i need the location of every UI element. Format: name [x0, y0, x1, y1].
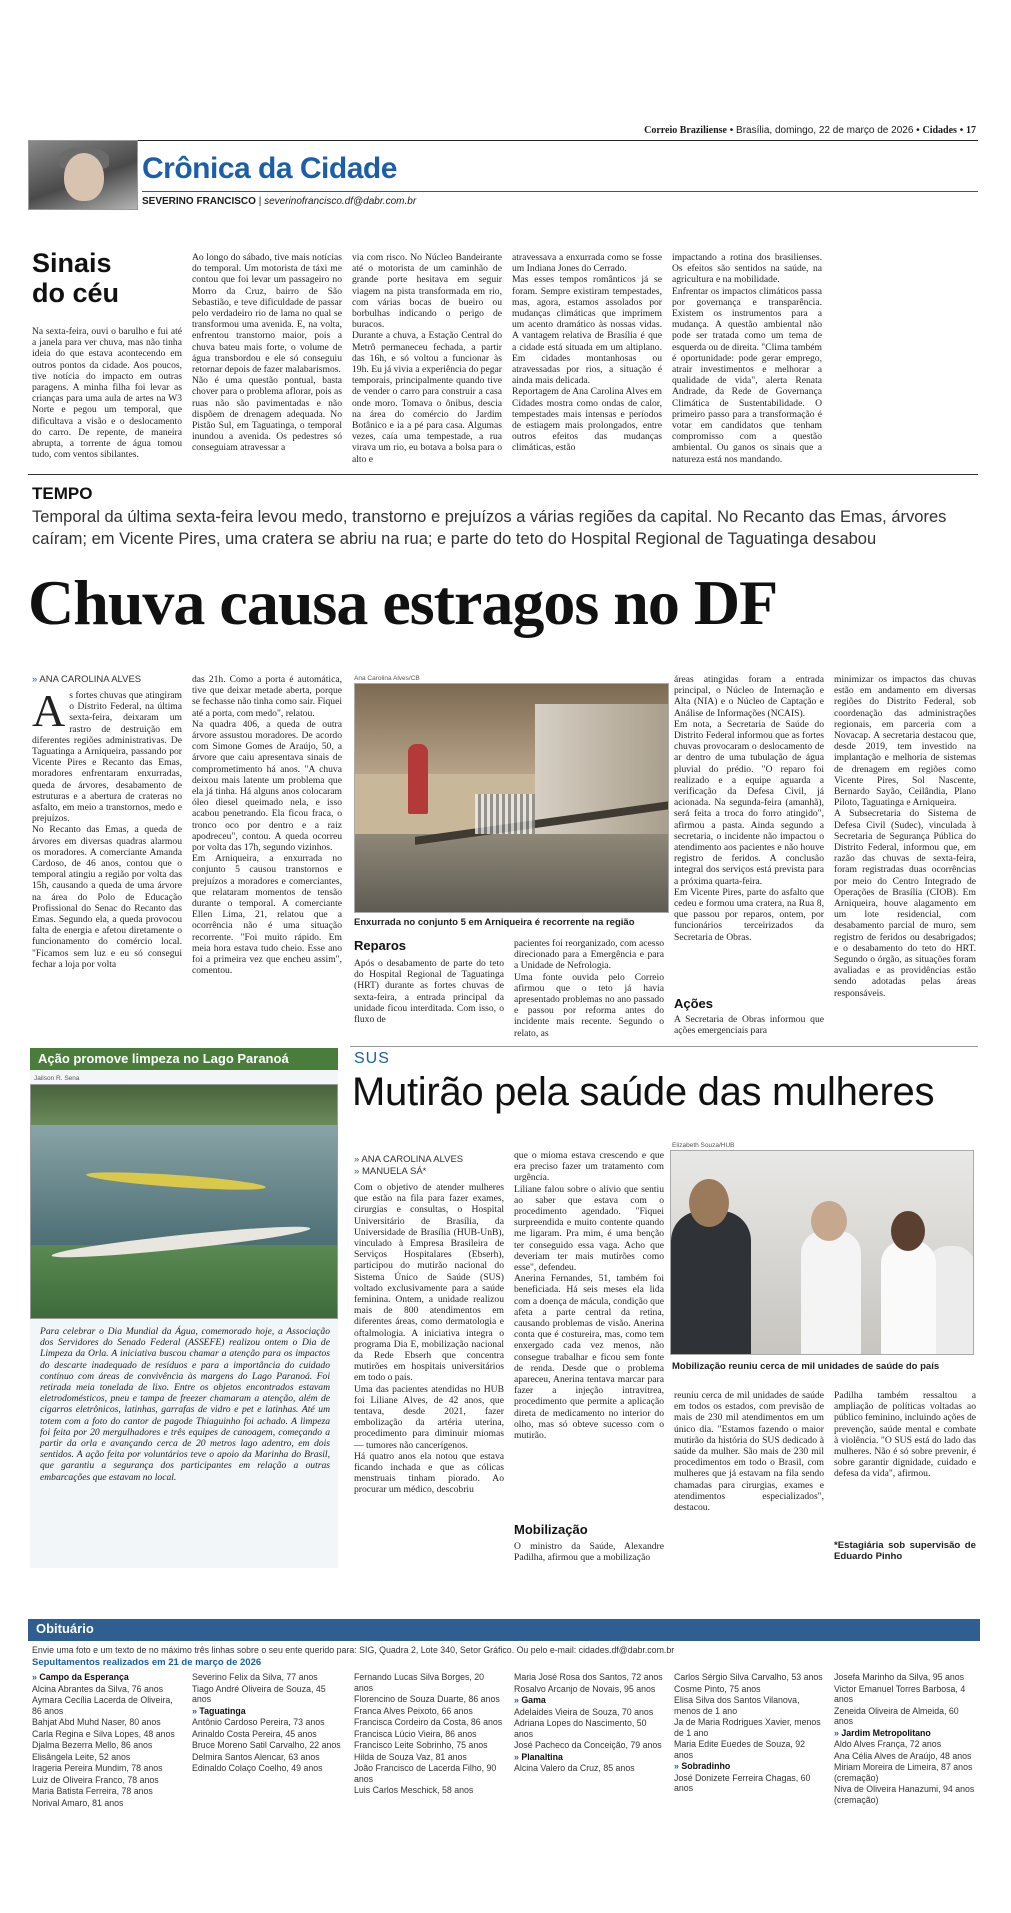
obituary-entry: Rosalvo Arcanjo de Novais, 95 anos [514, 1683, 656, 1694]
story-text-5: áreas atingidas foram a entrada principal, o Núcleo de Internação e Alta (NIA) e o Núcleo de Captação e Análise de Informações (NCAIS). Em nota, a Secretaria de Saúde do Distrito Federal informou que as fortes chuvas provocaram o deslocamento de ar dentro de uma tubulação de água pluvial do prédio. "O reparo foi realizado e a equipe aguarda a verificação da Defesa Civil, já acionada. Na segunda-feira (amanhã), será feita a troca do forro atingido", afirmou a pasta. Ainda segundo a secretaria, o incidente não impactou o atendimento aos pacientes e não houve registro de feridos. A conclusão integral dos serviços está prevista para a próxima quarta-feira. Em Vicente Pires, parte do asfalto que cedeu e formou uma cratera, na Rua 8, que passou por reparos, ontem, por funcionários terceirizados da Secretaria de Obras. [674, 674, 824, 943]
sus-photo-caption: Mobilização reuniu cerca de mil unidades de saúde do país [672, 1361, 940, 1372]
column-text-5: impactando a rotina dos brasilienses. Os efeitos são sentidos na saúde, na agricultura e na mobilidade. Enfrentar os impactos climáticos passa por governança e transparência. Existem os instrumentos para a mudança. A questão ambiental não pode ser tratada como um tema de esquerda ou de direita. "Clima também é oportunidade: pode gerar emprego, atrair investimentos e melhorar a qualidade de vida", alerta Renata Andrade, da Rede de Governança Climática de Sustentabilidade. O primeiro passo para a transformação é votar em candidatos que tenham compromisso com a questão ambiental. Ou ganos os sinais que a natureza está nos mandando. [672, 252, 822, 465]
column-text-3: via com risco. No Núcleo Bandeirante até o motorista de um caminhão de grande porte hesitava em seguir viagem na pista transformada em rio, com várias bocas de bueiro ou borbulhas indicando o perigo de buracos. Durante a chuva, a Estação Central do Metrô permaneceu fechada, a partir das 16h, e só voltou a funcionar às 19h. Eu já vivia a experiência do pegar temporais, principalmente quando tive de vender o carro para construir a casa onde moro. Tomava o ônibus, descia na área do comércio do Jardim Botânico e ia a pé para casa. Algumas vezes, caía uma tempestade, a rua virava um rio, eu botava a bolsa para o alto e [352, 252, 502, 465]
lake-text: Para celebrar o Dia Mundial da Água, comemorado hoje, a Associação dos Servidores do Senado Federal (ASSEFE) realizou ontem o Dia de Limpeza da Orla. A iniciativa buscou chamar a atenção para os impactos do descarte inadequado de resíduos e para a importância do cuidado contínuo com áreas de convivência às margens do Lago Paranoá. Foi retirada meia tonelada de lixo. Entre os objetos encontrados estavam eletrodomésticos, pneu e tampa de freezer chamaram a atenção, além de cigarros eletrônicos, latinhas, garrafas de vidro e pet e latinhas. Até um totem com a foto do cantor de pagode Thiaguinho foi achado. A limpeza foi feita por 20 mergulhadores e três equipes de canoagem, começando a partir da orla e avançando cerca de 20 metros lago adentro, em dois sentidos. A ação feita por voluntários teve o apoio da Marinha do Brasil, que garantiu a segurança dos participantes em relação a outras embarcações que estavam no local. [40, 1326, 330, 1483]
sus-text-1: Com o objetivo de atender mulheres que estão na fila para fazer exames, cirurgias e consultas, o Hospital Universitário de Brasília, da Universidade de Brasília (HUB-UnB), vinculado à Empresa Brasileira de Serviços Hospitalares (Ebserh), participou do mutirão nacional do Sistema Único de Saúde (SUS) voltado exclusivamente para a saúde feminina. Ontem, a unidade realizou mais de 800 atendimentos em diferentes áreas, como dermatologia e oftalmologia. A iniciativa integra o programa Dia E, mobilização nacional da Rede Ebserh que concentra mutirões em hospitais universitários em todo o país. Uma das pacientes atendidas no HUB foi Liliane Alves, de 42 anos, que tentava, desde 2021, fazer embolização da artéria uterina, procedimento para diminuir miomas — tumores não cancerígenos. Há quatro anos ela notou que estava ficando inchada e que as cólicas menstruais tinham piorado. Ao procurar um médico, descobriu [354, 1182, 504, 1496]
running-head: Correio Braziliense • Brasília, domingo, 22 de março de 2026 • Cidades • 17 [644, 125, 976, 136]
obituary-entry: Fernando Lucas Silva Borges, 20 anos [354, 1672, 485, 1693]
section-tag-sus: SUS [354, 1050, 390, 1067]
sus-rule [350, 1046, 978, 1047]
byline: » ANA CAROLINA ALVES [32, 674, 141, 685]
obituary-entry: Carlos Sérgio Silva Carvalho, 53 anos [674, 1672, 823, 1682]
obituary-entry: Elisângela Leite, 52 anos [32, 1751, 131, 1762]
obituary-column-6 [834, 1672, 976, 1806]
column-author: SEVERINO FRANCISCO | severinofrancisco.df@dabr.com.br [142, 196, 417, 207]
story-text-3: Após o desabamento de parte do teto do Hospital Regional de Taguatinga (HRT) durante as fortes chuvas de sexta-feira, a entrada principal da unidade ficou interditada. Com isso, o fluxo de [354, 958, 504, 1026]
byline-1: » ANA CAROLINA ALVES [354, 1154, 463, 1165]
obituary-region: » Jardim Metropolitano [834, 1728, 976, 1739]
story-text-6: minimizar os impactos das chuvas estão em andamento em diversas regiões do Distrito Federal, sob coordenação das administrações regionais, em parceria com a Novacap. A secretaria destacou que, desde 2019, tem investido na implantação e melhoria de sistemas de drenagem em regiões como Vicente Pires, Sol Nascente, Bernardo Sayão, Ceilândia, Plano Piloto, Taguatinga e Arniqueira. A Subsecretaria do Sistema de Defesa Civil (Sudec), vinculada à Secretaria de Segurança Pública do Distrito Federal, informou que, em razão das chuvas de sexta-feira, foram registradas duas ocorrências por meio do Centro Integrado de Operações de Brasília (CIOB). Em Arniqueira, houve alagamento em um lote residencial, com desabamento parcial de muro, sem registro de feridos ou desabrigados; e o desabamento do teto do HRT. Segundo o órgão, as situações foram avaliadas e as providências estão sendo adotadas pelas áreas responsáveis. [834, 674, 976, 999]
obituary-entry: Bahjat Abd Muhd Naser, 80 anos [32, 1717, 161, 1727]
sus-text-4: Padilha também ressaltou a ampliação de políticas voltadas ao público feminino, incluindo ações de prevenção, saúde mental e combate à violência. "O SUS está do lado das mulheres. Não é só sobre prevenir, é sobre garantir dignidade, cuidado e defesa da vida", afirmou. [834, 1390, 977, 1480]
sus-note: *Estagiária sob supervisão de Eduardo Pinho [834, 1540, 976, 1563]
obituary-entry: Severino Felix da Silva, 77 anos [192, 1672, 318, 1682]
obituary-column-1 [32, 1672, 182, 1809]
obituary-entry: José Pacheco da Conceição, 79 anos [514, 1740, 662, 1750]
obituary-entry: Alcina Valero da Cruz, 85 anos [514, 1763, 635, 1773]
obituary-title: Obituário [36, 1621, 94, 1636]
obituary-entry: Zeneida Oliveira de Almeida, 60 anos [834, 1705, 959, 1726]
obituary-entry: Djalma Bezerra Mello, 86 anos [32, 1740, 153, 1750]
lake-photo-credit: Jailson R. Sena [34, 1075, 80, 1082]
column-title: Crônica da Cidade [142, 152, 397, 185]
sus-headline: Mutirão pela saúde das mulheres [352, 1070, 935, 1114]
obituary-entry: Francisca Lúcio Vieira, 86 anos [354, 1728, 477, 1739]
main-headline: Chuva causa estragos no DF [28, 567, 778, 638]
author-email[interactable]: severinofrancisco.df@dabr.com.br [264, 196, 417, 207]
flood-photo [354, 683, 669, 913]
obituary-entry: Norival Amaro, 81 anos [32, 1797, 124, 1808]
obituary-entry: Florencino de Souza Duarte, 86 anos [354, 1694, 500, 1704]
obituary-entry: Arinaldo Costa Pereira, 45 anos [192, 1728, 317, 1739]
obituary-entry: Francisca Cordeiro da Costa, 86 anos [354, 1717, 503, 1727]
columnist-photo [28, 140, 138, 210]
obituary-entry: Luiz de Oliveira Franco, 78 anos [32, 1774, 159, 1785]
obituary-entry: Adriana Lopes do Nascimento, 50 anos [514, 1718, 647, 1739]
subhead-mobilizacao: Mobilização [514, 1522, 588, 1537]
photo-credit: Ana Carolina Alves/CB [354, 675, 420, 682]
obituary-entry: Josefa Marinho da Silva, 95 anos [834, 1672, 965, 1682]
obituary-column-5 [674, 1672, 824, 1795]
obituary-entry: Franca Alves Peixoto, 66 anos [354, 1705, 473, 1716]
obituary-entry: Maria José Rosa dos Santos, 72 anos [514, 1672, 663, 1682]
obituary-column-4 [514, 1672, 664, 1775]
obituary-subtitle: Sepultamentos realizados em 21 de março de 2026 [32, 1657, 262, 1668]
story-text-2: das 21h. Como a porta é automática, tive que deixar metade aberta, porque se fechasse não tinha como sair. Fiquei até a porta, com medo", relatou. Na quadra 406, a queda de outra árvore assustou moradores. De acordo com Simone Gomes de Araújo, 50, a árvore que caiu apresentava sinais de comprometimento há anos. "A chuva deixou mais latente um problema que ela já tinha. Há alguns anos colocaram óleo diesel queimado nela, e isso acabou penetrando. Ela ficou fraca, o tronco oco por dentro e a raiz apodreceu", contou. A queda ocorreu por volta das 17h, segundo vizinhos. Em Arniqueira, a enxurrada no conjunto 5 causou transtornos e prejuízos a moradores e comerciantes, que relataram momentos de tensão durante o temporal. A comerciante Ellen Lima, 21, relatou que a ocorrência não é uma situação recorrente. "Foi muito rápido. Em meia hora estava tudo cheio. Esse ano foi a primeira vez que encheu assim", comentou. [192, 674, 342, 977]
lake-photo [30, 1084, 338, 1319]
obituary-entry: Irageria Pereira Mundim, 78 anos [32, 1763, 163, 1773]
obituary-entry: João Francisco de Lacerda Filho, 90 anos [354, 1763, 497, 1784]
column-rule [142, 191, 978, 192]
sus-text-2b: O ministro da Saúde, Alexandre Padilha, afirmou que a mobilização [514, 1541, 664, 1564]
obituary-entry: Alcina Abrantes da Silva, 76 anos [32, 1683, 164, 1694]
obituary-entry: Luis Carlos Meschick, 58 anos [354, 1785, 474, 1795]
section-tag: TEMPO [32, 484, 93, 503]
obituary-entry: Bruce Moreno Satil Carvalho, 22 anos [192, 1740, 341, 1750]
top-rule [28, 140, 978, 141]
byline-2: » MANUELA SÁ* [354, 1166, 426, 1177]
obituary-entry: Carla Regina e Silva Lopes, 48 anos [32, 1728, 175, 1739]
obituary-entry: Elisa Silva dos Santos Vilanova, menos de 1 ano [674, 1695, 800, 1716]
obituary-entry: José Donizete Ferreira Chagas, 60 anos [674, 1772, 811, 1793]
lake-header: Ação promove limpeza no Lago Paranoá [30, 1048, 338, 1070]
subhead-reparos: Reparos [354, 938, 407, 953]
obituary-column-3 [354, 1672, 504, 1797]
obituary-entry: Tiago André Oliveira de Souza, 45 anos [192, 1683, 326, 1704]
obituary-entry: Aymara Cecília Lacerda de Oliveira, 86 anos [32, 1695, 173, 1716]
section-rule [28, 474, 978, 475]
column-text-1: Na sexta-feira, ouvi o barulho e fui até a janela para ver chuva, mas não tinha ideia do que estava acontecendo em outros pontos da cidade. Aos poucos, tive notícia do impacto em outras paragens. A minha filha foi levar as crianças para uma aula de artes na W3 Norte e pegou um temporal, que dificultava a visão e o deslocamento do carro. De repente, de maneira abrupta, a torrente de água tomou tudo, com ventos sibilantes. [32, 326, 182, 461]
obituary-entry: Edinaldo Colaço Coelho, 49 anos [192, 1763, 323, 1773]
obituary-entry: Maria Batista Ferreira, 78 anos [32, 1786, 153, 1796]
obituary-entry: Antônio Cardoso Pereira, 73 anos [192, 1717, 325, 1727]
obituary-region: » Sobradinho [674, 1761, 824, 1772]
obituary-entry: Miriam Moreira de Limeira, 87 anos (cremação) [834, 1762, 973, 1783]
sus-text-2: que o mioma estava crescendo e que era preciso fazer um tratamento com urgência. Liliane falou sobre o alívio que sentiu ao saber que estava com o procedimento agendado. "Fiquei surpreendida e muito contente quando me ligaram. Pra mim, é uma benção ter conseguido essa vaga. Acho que deveriam ter mais mutirões como esse", defendeu. Anerina Fernandes, 51, também foi beneficiada. Há seis meses ela lida com a doença de mácula, condição que afeta a parte central da retina, causando problemas de visão. Anerina conta que é costureira, mas, como tem enxergado cada vez menos, não consegue trabalhar e ficou sem fonte de renda. Desde que o problema apareceu, Anerina tentava marcar para fazer a injeção intravítrea, procedimento que permite a aplicação direta de medicamento no interior do olho, mas só obteve sucesso com o mutirão. [514, 1150, 664, 1442]
obituary-intro: Envie uma foto e um texto de no máximo três linhas sobre o seu ente querido para: SIG, Quadra 2, Lote 340, Setor Gráfico. Ou pelo e-mail: cidades.df@dabr.com.br [32, 1645, 675, 1655]
obituary-entry: Ja de Maria Rodrigues Xavier, menos de 1 ano [674, 1717, 821, 1738]
obituary-entry: Adelaides Vieira de Souza, 70 anos [514, 1706, 654, 1717]
story-text-5b: A Secretaria de Obras informou que ações emergenciais para [674, 1014, 824, 1037]
story-text-4: pacientes foi reorganizado, com acesso direcionado para a Emergência e para a Unidade de Nefrologia. Uma fonte ouvida pelo Correio afirmou que o teto já havia apresentado problemas no ano passado e passou por reforma antes do incidente mais recente. Segundo o relato, as [514, 938, 664, 1039]
subhead-acoes: Ações [674, 996, 714, 1011]
obituary-entry: Francisco Leite Sobrinho, 75 anos [354, 1740, 488, 1750]
obituary-entry: Ana Célia Alves de Araújo, 48 anos [834, 1750, 972, 1761]
obituary-entry: Delmira Santos Alencar, 63 anos [192, 1751, 320, 1762]
story-text-1: As fortes chuvas que atingiram o Distrito Federal, na última sexta-feira, deixaram um rastro de destruição em diferentes regiões administrativas. De Taguatinga a Arniqueira, passando por Vicente Pires e Recanto das Emas, moradores enfrentaram enxurradas, queda de árvores, desabamento de estruturas e a abertura de crateras no asfalto, em meio a transtornos, medo e prejuízos. No Recanto das Emas, a queda de árvores em diversas quadras alarmou os moradores. A comerciante Amanda Cardoso, de 46 anos, contou que o temporal atingiu a região por volta das 15h, causando a queda de uma árvore na área do Polo de Educação Profissional do Senac do Recanto das Emas. Segundo ela, a queda provocou falta de energia e afetou diretamente o funcionamento do comércio local. "Ficamos sem luz e eu só consegui fechar a loja por volta [32, 685, 182, 970]
obituary-entry: Cosme Pinto, 75 anos [674, 1683, 761, 1694]
obituary-region: » Taguatinga [192, 1706, 342, 1717]
sus-photo [670, 1150, 974, 1355]
obituary-column-2 [192, 1672, 342, 1775]
obituary-entry: Hilda de Souza Vaz, 81 anos [354, 1751, 467, 1762]
column-headline: Sinais do céu [32, 248, 120, 308]
obituary-entry: Victor Emanuel Torres Barbosa, 4 anos [834, 1683, 966, 1704]
obituary-bar [28, 1619, 980, 1641]
obituary-entry: Maria Edite Euedes de Souza, 92 anos [674, 1739, 806, 1760]
obituary-entry: Niva de Oliveira Hanazumi, 94 anos (cremação) [834, 1784, 975, 1805]
obituary-region: » Campo da Esperança [32, 1672, 182, 1683]
story-deck: Temporal da última sexta-feira levou medo, transtorno e prejuízos a várias regiões da capital. No Recanto das Emas, árvores caíram; em Vicente Pires, uma cratera se abriu na rua; e parte do teto do Hospital Regional de Taguatinga desabou [32, 508, 947, 548]
obituary-region: » Planaltina [514, 1752, 664, 1763]
sus-photo-credit: Elizabeth Souza/HUB [672, 1142, 735, 1149]
obituary-region: » Gama [514, 1695, 664, 1706]
column-text-2: Ao longo do sábado, tive mais notícias do temporal. Um motorista de táxi me contou que foi levar um passageiro no Morro da Cruz, bairro de São Sebastião, e teve dificuldade de passar pelo verdadeiro rio de lama no qual se transformou uma avenida. E, na volta, enfrentou transtorno maior, pois a chuva bateu mais forte, o volume de água transbordou e ele só conseguiu retornar depois de fazer malabarismos. Não é uma questão pontual, basta chover para o problema aflorar, pois as ruas não são pavimentadas e não dispõem de drenagem adequada. No Pistão Sul, em Taguatinga, o temporal inundou a avenida. Os pedestres só conseguiam atravessar a [192, 252, 342, 454]
column-text-4: atravessava a enxurrada como se fosse um Indiana Jones do Cerrado. Mas esses tempos românticos já se foram. Sempre existiram tempestades, mas, agora, estamos assolados por mudanças climáticas que imprimem um acento dramático às nossas vidas. A vantagem relativa de Brasília é que a cidade está situada em um altiplano. Em cidades montanhosas ou atravessadas por rios, a situação é ainda mais delicada. Reportagem de Ana Carolina Alves em Cidades mostra como ondas de calor, tempestades mais intensas e períodos de estiagem mais prolongados, entre outros efeitos das mudanças climáticas, estão [512, 252, 662, 454]
photo-caption: Enxurrada no conjunto 5 em Arniqueira é recorrente na região [354, 917, 635, 928]
sus-text-3: reuniu cerca de mil unidades de saúde em todos os estados, com previsão de mais de 230 mil atendimentos em um único dia. "Estamos fazendo o maior mutirão da história do SUS dedicado à saúde da mulher. São mais de 230 mil procedimentos em todo o Brasil, com mulheres que já estavam na fila sendo chamadas para cirurgias, exames e atendimentos especializados", destacou. [674, 1390, 824, 1514]
obituary-entry: Aldo Alves França, 72 anos [834, 1739, 942, 1749]
dropcap: A [32, 685, 66, 736]
